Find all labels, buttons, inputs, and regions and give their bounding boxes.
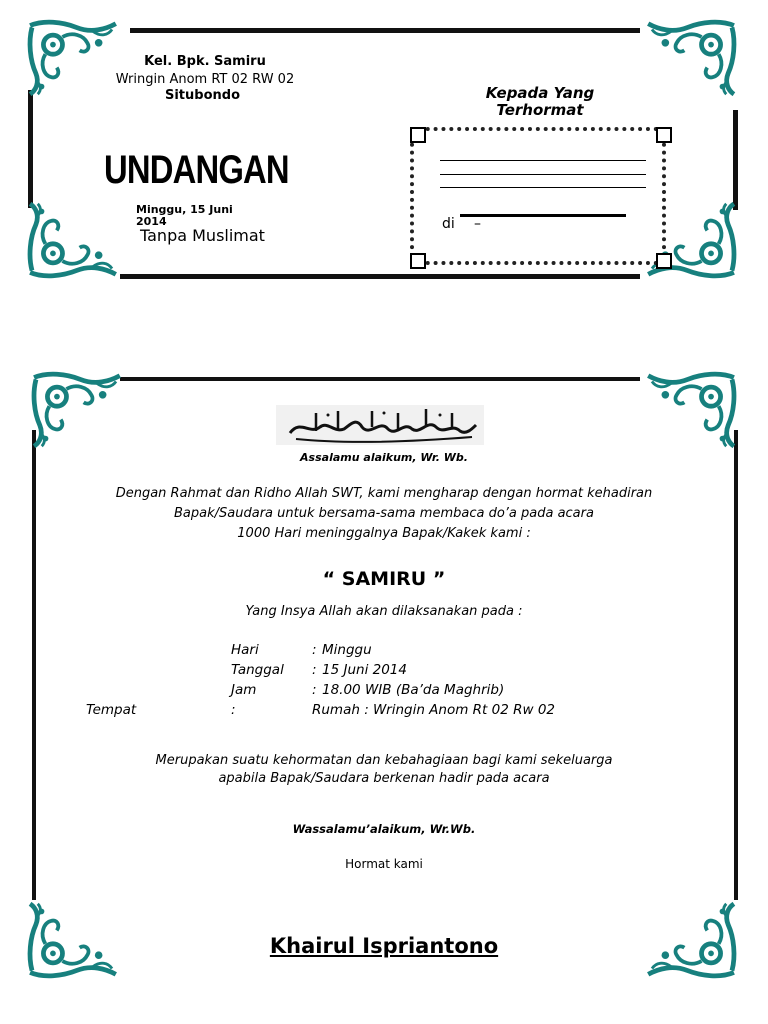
ornament-corner-icon — [642, 370, 742, 450]
address-line — [440, 174, 646, 175]
address-box — [410, 127, 666, 265]
address-box-corner — [656, 253, 672, 269]
letter-top-border — [120, 377, 640, 381]
envelope-left-border — [28, 90, 33, 208]
deceased-name: “ SAMIRU ” — [322, 568, 446, 590]
sender-address: Wringin Anom RT 02 RW 02 — [115, 72, 295, 87]
intro-line-1: Dengan Rahmat dan Ridho Allah SWT, kami mengharap dengan hormat kehadiran — [115, 486, 653, 501]
di-label: di — [442, 216, 455, 232]
schedule-colon: : — [312, 642, 317, 658]
schedule-label: Tanggal — [231, 662, 284, 678]
greeting: Assalamu alaikum, Wr. Wb. — [300, 451, 468, 464]
address-box-corner — [410, 127, 426, 143]
intro-line-2: Bapak/Saudara untuk bersama-sama membaca do’a pada acara — [174, 506, 594, 521]
address-box-corner — [656, 127, 672, 143]
di-dash: – — [474, 216, 481, 232]
envelope-bottom-border — [120, 274, 640, 279]
address-box-corner — [410, 253, 426, 269]
recipient-heading-line2: Terhormat — [496, 101, 584, 119]
schedule-colon: : — [312, 682, 317, 698]
intro-line-3: 1000 Hari meninggalnya Bapak/Kakek kami : — [237, 526, 531, 541]
signatory-name: Khairul Ispriantono — [269, 934, 499, 958]
schedule-value: Minggu — [322, 642, 372, 658]
schedule-value: 15 Juni 2014 — [322, 662, 407, 678]
sender-name: Kel. Bpk. Samiru — [144, 54, 266, 69]
schedule-value: 18.00 WIB (Ba’da Maghrib) — [322, 682, 505, 698]
schedule-label: Tempat — [86, 702, 137, 718]
farewell: Wassalamu’alaikum, Wr.Wb. — [292, 822, 476, 836]
schedule-label: Jam — [231, 682, 257, 698]
regards: Hormat kami — [345, 857, 423, 871]
schedule-colon: : — [312, 662, 317, 678]
schedule-value: Rumah : Wringin Anom Rt 02 Rw 02 — [312, 702, 555, 718]
group-name: Tanpa Muslimat — [140, 226, 265, 245]
closing-line-2: apabila Bapak/Saudara berkenan hadir pada acara — [218, 771, 550, 786]
ornament-corner-icon — [642, 18, 742, 98]
address-line — [440, 160, 646, 161]
schedule-intro: Yang Insya Allah akan dilaksanakan pada : — [245, 604, 523, 619]
address-line-bold — [460, 214, 626, 217]
event-date-line1: Minggu, 15 Juni — [136, 203, 233, 216]
ornament-corner-icon — [26, 370, 126, 450]
envelope-top-border — [130, 28, 640, 33]
schedule-colon: : — [231, 702, 236, 718]
closing-line-1: Merupakan suatu kehormatan dan kebahagiaan bagi kami sekeluarga — [155, 753, 613, 768]
ornament-corner-icon — [22, 200, 122, 280]
envelope-right-border — [733, 110, 738, 210]
sender-city: Situbondo — [164, 88, 241, 103]
address-line — [440, 187, 646, 188]
basmalah-calligraphy — [276, 405, 484, 445]
schedule-label: Hari — [231, 642, 259, 658]
recipient-heading-line1: Kepada Yang — [485, 84, 595, 102]
envelope-title: UNDANGAN — [104, 148, 289, 192]
event-date-line2: 2014 — [136, 215, 167, 228]
